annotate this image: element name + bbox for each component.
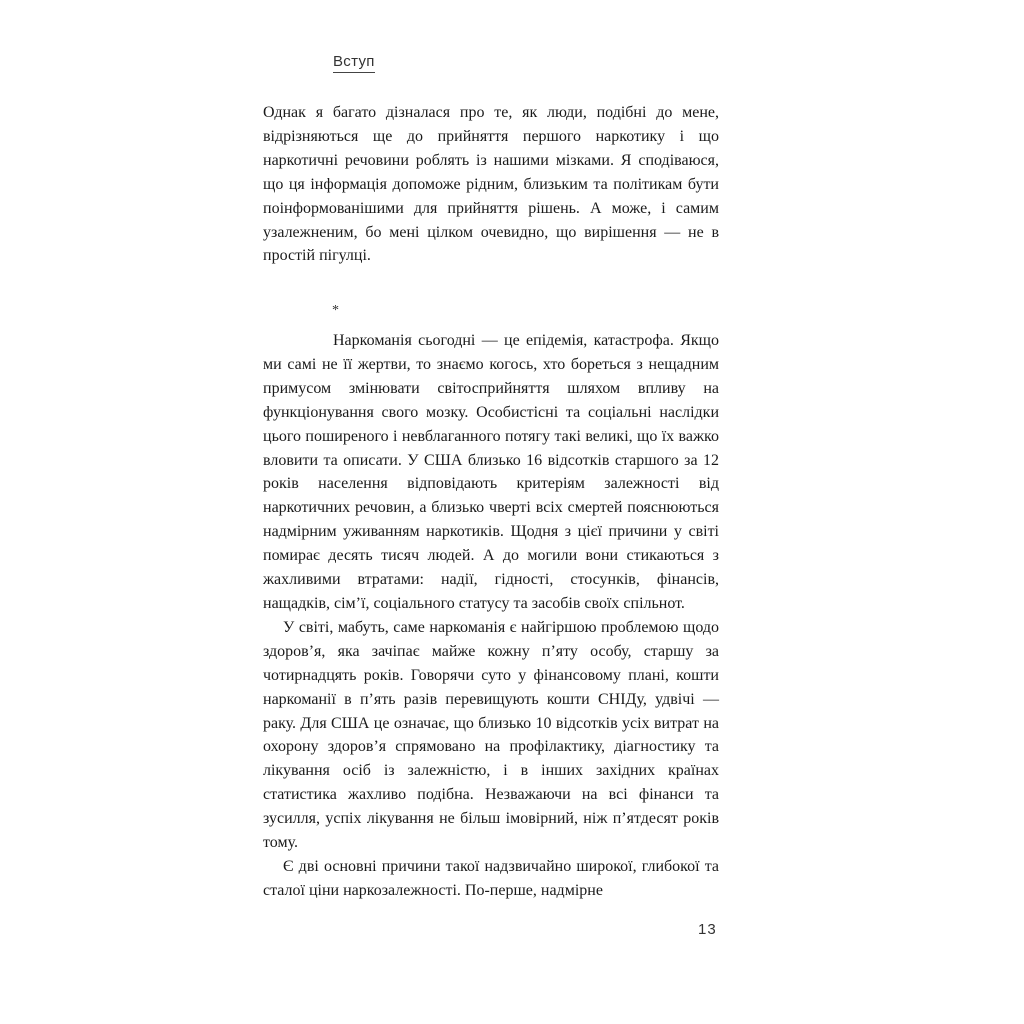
intro-text-block <box>263 101 719 268</box>
paragraph-2: У світі, мабуть, саме наркоманія є найгіршою проблемою щодо здоров’я, яка зачіпає майже кожну п’яту особу, старшу за чотирнадцять років. Говорячи суто у фінансовому плані, кошти наркоманії в п’ять разів перевищують кошти СНІДу, удвічі — раку. Для США це означає, що близько 10 відсотків усіх витрат на охорону здоров’я спрямовано на профілактику, діагностику та лікування осіб із залежністю, і в інших західних країнах статистика жахливо подібна. Незважаючи на всі фінанси та зусилля, успіх лікування не більш імовірний, ніж п’ятдесят років тому. <box>263 618 719 852</box>
paragraph-3: Є дві основні причини такої надзвичайно широкої, глибокої та сталої ціни наркозалежності. По-перше, надмірне <box>263 857 719 899</box>
page-number: 13 <box>698 921 717 938</box>
section-separator: * <box>332 303 339 318</box>
paragraph-1: Наркоманія сьогодні — це епідемія, катастрофа. Якщо ми самі не її жертви, то знаємо когось, хто бореться з нещадним примусом змінювати світосприйняття шляхом впливу на функціонування свого мозку. Особистісні та соціальні наслідки цього поширеного і невблаганного потягу такі великі, що їх важко вловити та описати. У США близько 16 відсотків старшого за 12 років населення відповідають критеріям залежності від наркотичних речовин, а близько чверті всіх смертей пояснюються надмірним уживанням наркотиків. Щодня з цієї причини у світі помирає десять тисяч людей. А до могили вони стикаються з жахливими втратами: надії, гідності, стосунків, фінансів, нащадків, сім’ї, соціального статусу та засобів своїх спільнот. <box>263 332 719 612</box>
running-head: Вступ <box>333 53 375 70</box>
intro-paragraph: Однак я багато дізналася про те, як люди, подібні до мене, відрізняються ще до прийняття першого наркотику і що наркотичні речовини роблять із нашими мізками. Я сподіваюся, що ця інформація допоможе рідним, близьким та політикам бути поінформованішими для прийняття рішень. А може, і самим узалежненим, бо мені цілком очевидно, що вирішення — не в простій пігулці. <box>263 104 719 265</box>
main-text-block <box>263 329 719 903</box>
